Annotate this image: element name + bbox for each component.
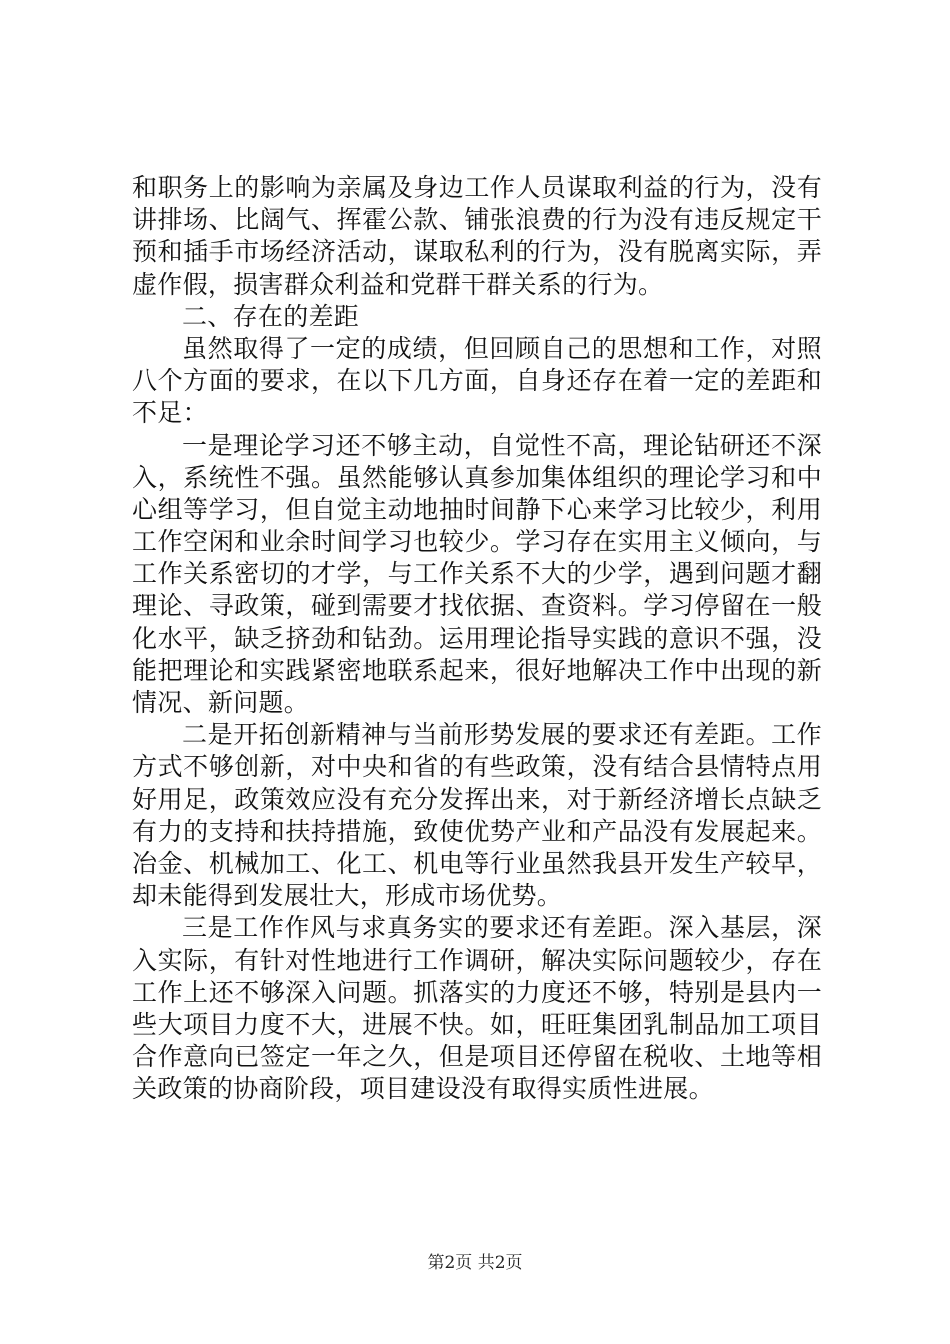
- text-line: 些大项目力度不大，进展不快。如，旺旺集团乳制品加工项目: [132, 1009, 822, 1039]
- text-line: 不足：: [132, 398, 208, 428]
- text-line: 入实际，有针对性地进行工作调研，解决实际问题较少，存在: [132, 945, 822, 975]
- text-line: 好用足，政策效应没有充分发挥出来，对于新经济增长点缺乏: [132, 784, 822, 814]
- text-line: 八个方面的要求，在以下几方面，自身还存在着一定的差距和: [132, 366, 822, 396]
- text-line: 工作上还不够深入问题。抓落实的力度还不够，特别是县内一: [132, 977, 822, 1007]
- text-line: 虽然取得了一定的成绩，但回顾自己的思想和工作，对照: [182, 333, 822, 363]
- text-line: 二、存在的差距: [182, 301, 360, 331]
- text-line: 工作关系密切的才学，与工作关系不大的少学，遇到问题才翻: [132, 559, 822, 589]
- text-line: 讲排场、比阔气、挥霍公款、铺张浪费的行为没有违反规定干: [132, 205, 822, 235]
- text-line: 工作空闲和业余时间学习也较少。学习存在实用主义倾向，与: [132, 527, 822, 557]
- text-line: 预和插手市场经济活动，谋取私利的行为，没有脱离实际，弄: [132, 237, 822, 267]
- text-line: 关政策的协商阶段，项目建设没有取得实质性进展。: [132, 1074, 714, 1104]
- text-line: 化水平，缺乏挤劲和钻劲。运用理论指导实践的意识不强，没: [132, 623, 822, 653]
- text-line: 能把理论和实践紧密地联系起来，很好地解决工作中出现的新: [132, 655, 822, 685]
- text-line: 虚作假，损害群众利益和党群干群关系的行为。: [132, 269, 664, 299]
- document-body: [132, 172, 822, 1105]
- text-line: 一是理论学习还不够主动，自觉性不高，理论钻研还不深: [182, 430, 822, 460]
- text-line: 入，系统性不强。虽然能够认真参加集体组织的理论学习和中: [132, 462, 822, 492]
- text-line: 理论、寻政策，碰到需要才找依据、查资料。学习停留在一般: [132, 591, 822, 621]
- text-line: 和职务上的影响为亲属及身边工作人员谋取利益的行为，没有: [132, 173, 822, 202]
- text-line: 有力的支持和扶持措施，致使优势产业和产品没有发展起来。: [132, 816, 822, 846]
- text-line: 却未能得到发展壮大，形成市场优势。: [132, 881, 563, 911]
- text-line: 情况、新问题。: [132, 688, 310, 717]
- text-line: 二是开拓创新精神与当前形势发展的要求还有差距。工作: [182, 720, 822, 750]
- text-line: 心组等学习，但自觉主动地抽时间静下心来学习比较少，利用: [132, 494, 822, 524]
- text-line: 合作意向已签定一年之久，但是项目还停留在税收、土地等相: [132, 1042, 822, 1072]
- text-line: 方式不够创新，对中央和省的有些政策，没有结合县情特点用: [132, 752, 822, 782]
- text-line: 冶金、机械加工、化工、机电等行业虽然我县开发生产较早，: [132, 848, 822, 878]
- text-line: 三是工作作风与求真务实的要求还有差距。深入基层，深: [182, 913, 822, 943]
- page-footer: 第2页 共2页: [427, 1253, 523, 1273]
